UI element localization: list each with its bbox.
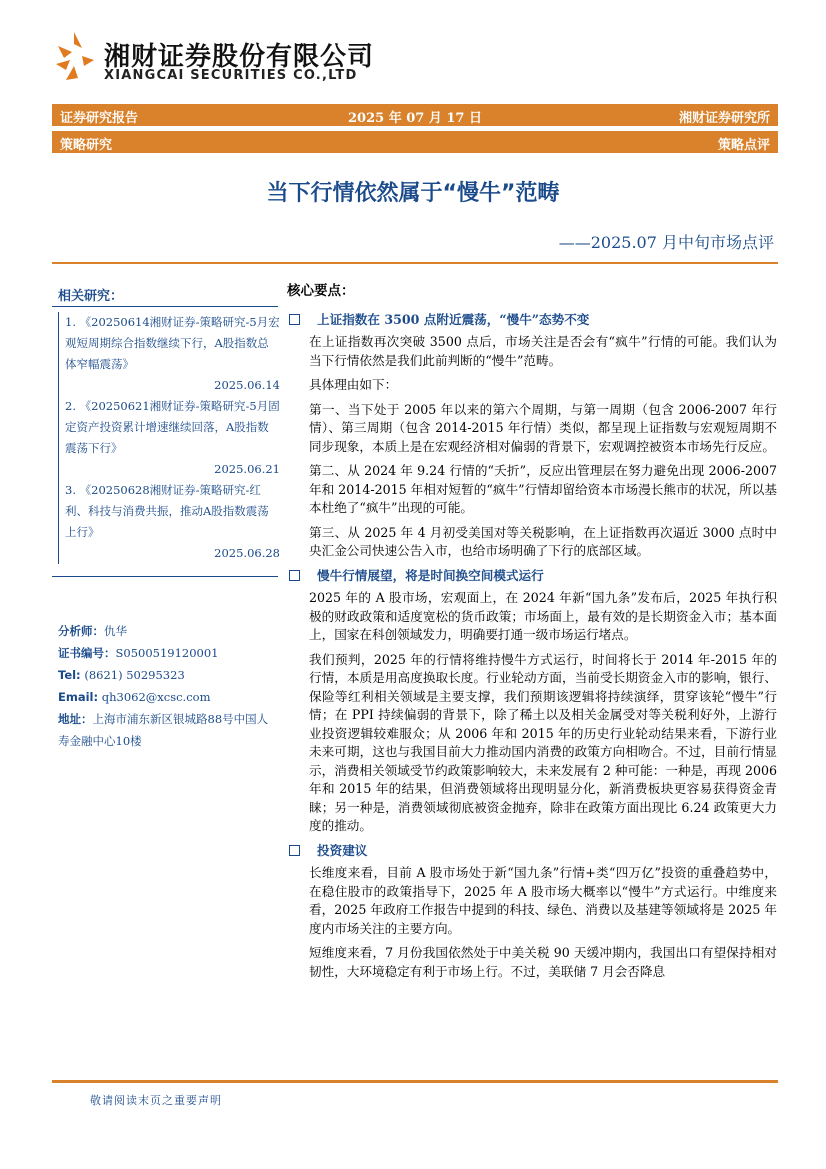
title-divider	[52, 262, 778, 264]
company-name-en: XIANGCAI SECURITIES CO.,LTD	[104, 68, 358, 83]
institute-name: 湘财证券研究所	[678, 111, 770, 126]
paragraph: 第三、从 2025 年 4 月初受美国对等关税影响，在上证指数再次逼近 3000 点时中央汇金公司快速公告入市，也给市场明确了下行的底部区域。	[309, 524, 777, 558]
analyst-name-label: 分析师：	[58, 624, 104, 638]
related-item-date: 2025.06.28	[214, 546, 280, 560]
cert-number: S0500519120001	[115, 646, 219, 660]
page-title: 当下行情依然属于“慢牛”范畴	[266, 181, 560, 206]
paragraph: 第一、当下处于 2005 年以来的第六个周期，与第一周期（包含 2006-2007 年行情）、第三周期（包含 2014-2015 年行情）类似，都呈现上证指数与宏观短周期不同步现象，本质上是在宏观经济相对偏弱的背景下，宏观调控被资本市场先行反应。	[309, 401, 777, 454]
section-title: 慢牛行情展望，将是时间换空间模式运行	[287, 567, 777, 586]
checkbox-bullet-icon	[289, 845, 300, 856]
related-item-date: 2025.06.14	[214, 378, 280, 392]
header-band-top	[52, 104, 778, 126]
paragraph: 长维度来看，目前 A 股市场处于新“国九条”行情+类“四万亿”投资的重叠趋势中，在稳住股市的政策指导下，2025 年 A 股市场大概率以“慢牛”方式运行。中维度来看，2025 年政府工作报告中提到的科技、绿色、消费以及基建等领域将是 2025 年度内市场关注的主要方向。	[309, 865, 777, 936]
related-item-text: 1. 《20250614湘财证券-策略研究-5月宏观短周期综合指数继续下行，A股指数总体窄幅震荡》	[65, 315, 280, 371]
section-title: 投资建议	[287, 842, 777, 861]
analyst-name: 仇华	[104, 624, 127, 638]
paragraph: 第二、从 2024 年 9.24 行情的“夭折”，反应出管理层在努力避免出现 2006-2007 年和 2014-2015 年相对短暂的“疯牛”行情却留给资本市场漫长熊市的状况，所以基本杜绝了“疯牛”出现的可能。	[309, 463, 777, 515]
tel-number: (8621) 50295323	[84, 668, 185, 682]
related-item-text: 2. 《20250621湘财证券-策略研究-5月固定资产投资累计增速继续回落，A股指数震荡下行》	[65, 399, 280, 455]
paragraph: 我们预判，2025 年的行情将维持慢牛方式运行，时间将长于 2014 年-2015 年的行情，本质是用高度换取长度。行业轮动方面，当前受长期资金入市的影响，银行、保险等红利相关领域是主要支撑，我们预期该逻辑将持续演绎，贯穿该轮“慢牛”行情；在 PPI 持续偏弱的背景下，除了稀土以及相关金属受对等关税利好外，上游行业投资逻辑较难服众；从 2006 年和 2015 年的历史行业轮动结果来看，下游行业未来可期，这也与我国目前大力推动国内消费的政策方向相吻合。不过，目前行情显示，消费相关领域受节约政策影响较大，未来发展有 2 种可能：一种是，再现 2006 年和 2015 年的结果，但消费领域将出现明显分化，新消费板块更容易获得资金青睐；另一种是，消费领域彻底被资金抛弃，除非在政策方面出现比 6.24 政策更大力度的推动。	[309, 651, 777, 833]
page-subtitle: ——2025.07 月中旬市场点评	[558, 233, 774, 252]
related-heading: 相关研究：	[58, 289, 124, 304]
email-address[interactable]: qh3062@xcsc.com	[101, 690, 211, 704]
checkbox-bullet-icon	[289, 314, 300, 325]
company-logo-icon	[52, 30, 96, 86]
related-item[interactable]	[65, 396, 280, 480]
related-divider-top	[52, 306, 278, 307]
tel-label: Tel:	[58, 668, 81, 682]
report-type: 证券研究报告	[60, 111, 139, 126]
report-category: 策略研究	[60, 138, 113, 153]
address-label: 地址：	[58, 712, 93, 726]
analyst-info	[58, 620, 278, 752]
related-divider-bottom	[52, 576, 278, 577]
footer-disclaimer[interactable]: 敬请阅读末页之重要声明	[90, 1094, 222, 1107]
paragraph: 短维度来看，7 月份我国依然处于中美关税 90 天缓冲期内，我国出口有望保持相对韧性，大环境稳定有利于市场上行。不过，美联储 7 月会否降息	[309, 945, 777, 979]
paragraph: 在上证指数再次突破 3500 点后，市场关注是否会有“疯牛”行情的可能。我们认为当下行情依然是我们此前判断的“慢牛”范畴。	[309, 334, 777, 368]
main-content	[287, 282, 777, 987]
cert-label: 证书编号：	[58, 646, 116, 660]
related-item[interactable]	[65, 312, 280, 396]
related-list	[58, 312, 280, 564]
report-subcategory: 策略点评	[717, 138, 770, 153]
address-text: 上海市浦东新区银城路88号中国人寿金融中心10楼	[58, 712, 269, 748]
related-item[interactable]	[65, 480, 280, 564]
key-points-heading: 核心要点：	[287, 283, 355, 299]
paragraph: 具体理由如下：	[309, 377, 398, 392]
paragraph: 2025 年的 A 股市场，宏观面上，在 2024 年新“国九条”发布后，2025 年执行积极的财政政策和适度宽松的货币政策；市场面上，最有效的是长期资金入市；基本面上，国家在科创领域发力，明确要打通一级市场运行堵点。	[309, 590, 777, 642]
related-item-text: 3. 《20250628湘财证券-策略研究-红利、科技与消费共振，推动A股指数震荡上行》	[65, 483, 269, 539]
checkbox-bullet-icon	[289, 570, 300, 581]
section-title: 上证指数在 3500 点附近震荡，“慢牛”态势不变	[287, 311, 777, 330]
report-date: 2025 年 07 月 17 日	[348, 111, 482, 126]
email-label: Email:	[58, 690, 99, 704]
footer-divider	[52, 1080, 778, 1083]
company-name-cn: 湘财证券股份有限公司	[104, 42, 375, 72]
related-item-date: 2025.06.21	[214, 462, 280, 476]
header-band-bottom	[52, 131, 778, 153]
